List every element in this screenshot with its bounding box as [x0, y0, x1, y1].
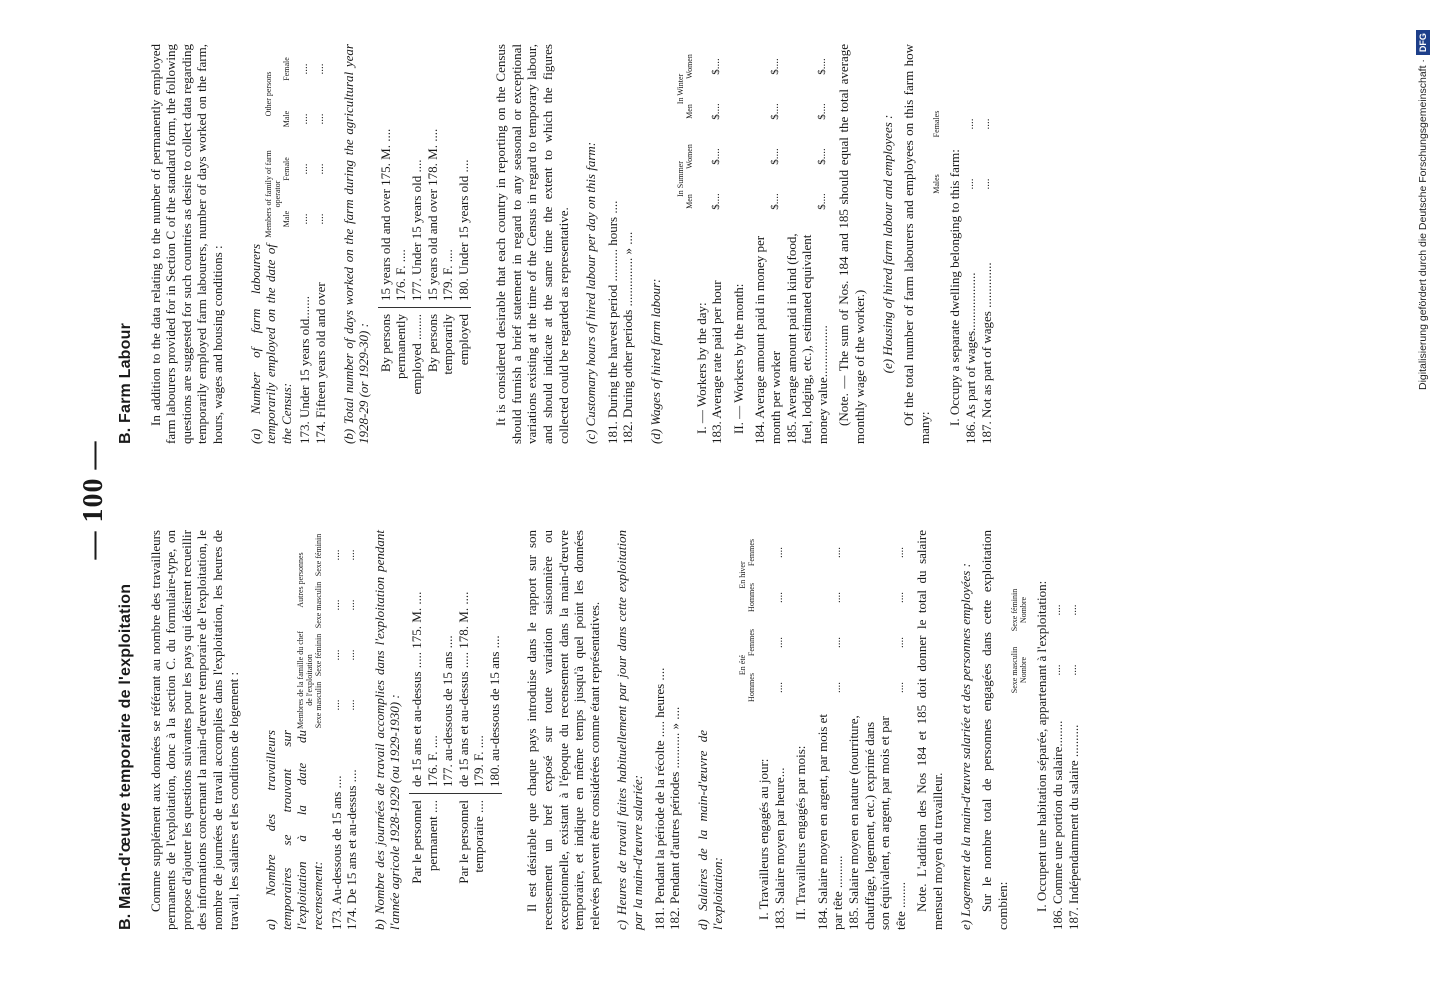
french-e-I: I. Occupent une habitation séparée, appartenant à l'exploitation:	[1034, 580, 1050, 912]
english-d-note: (Note. — The sum of Nos. 184 and 185 should equal the total average monthly wage of the worker.)	[836, 44, 867, 444]
english-d-season-summer: In Summer	[675, 161, 685, 197]
english-d-I: I. — Workers by the day:	[693, 302, 709, 434]
dfg-credit-strip	[1412, 10, 1434, 390]
french-d-II: II. Travailleurs engagés par mois:	[793, 745, 809, 920]
list-item: 177. Under 15 years old ....	[408, 159, 424, 301]
table-row: 186. Comme une portion du salaire........ .... ....	[1049, 604, 1065, 930]
french-intro: Comme supplément aux données se référant au nombre des travailleurs permanents de l'exploitation, donc à la section C. du formulaire-type, on propose d'ajouter les questions suivantes pour les pays qui désirent recueillir des informations concernant la main-d'œuvre temporaire de l'exploitation, le nombre de journées de travail accomplies dans l'exploitation, les heures de travail, les salaires et les conditions de logement :	[147, 530, 241, 930]
list-item: 179. F. ....	[471, 735, 487, 787]
list-item: 179. F. ....	[440, 249, 456, 301]
french-d-note: Note. L'addition des Nos 184 et 185 doit donner le total du salaire mensuel moyen du travailleur.	[914, 530, 945, 930]
english-note-paragraph: It is considered desirable that each country in reporting on the Census should furnish a brief statement in regard to any seasonal or exceptional variations existing at the time of the Census in regard to temporary labour, and should indicate at the same time the extent to which the figures collected could be regarded as representative.	[493, 44, 571, 444]
table-row: 186. As part of wages.................. .... ....	[962, 118, 978, 444]
english-heading: B. Farm Labour	[117, 322, 134, 444]
english-a-hdr-others: Other persons	[264, 71, 274, 117]
english-section-d: (d) Wages of hired farm labour: In Summer In Winter Men Women Men Women I. — Workers by the day: 183. Average rate paid per hour $.... $.... $.... $.... II. — Workers by the month: 184. Average amount paid in money per month per worker $.... $.... $.... $.... 185. Average amount paid in kind (food, fuel, lodging, etc.), estimated equivalent money value................ $.... $.... $.... $.... (Note. — The sum of Nos. 184 and 185 should equal the total average monthly wage of the worker.)	[648, 44, 867, 444]
list-item: 176. F. ....	[424, 735, 440, 787]
english-e-title: (e) Housing of hired farm labour and employees :	[879, 114, 895, 374]
list-item: 182. Pendant d'autres périodes ........... » ....	[667, 706, 683, 930]
french-c-title: c) Heures de travail faites habituellement par jour dans cette exploitation par la main-d'œuvre salariée:	[614, 530, 646, 930]
french-d-title: d) Salaires de la main-d'œuvre de l'exploitation:	[694, 730, 726, 930]
english-b-title: (b) Total number of days worked on the farm during the agricultural year 1928-29 (or 1929-30) :	[340, 44, 372, 444]
english-column	[118, 44, 994, 444]
english-b-perm-label: By persons permanently employed ........	[377, 314, 424, 395]
french-e-intro: Sur le nombre total de personnes engagées dans cette exploitation combien:	[979, 530, 1010, 930]
english-a-hdr-members: Members of family of farm operator	[264, 150, 283, 238]
english-a-title: (a) Number of farm labourers temporarily employed on the date of the Census:	[247, 244, 294, 444]
english-section-c	[583, 44, 636, 444]
table-row: 187. Indépendamment du salaire .......... .... ....	[1065, 604, 1081, 930]
table-row: 173. Under 15 years old....... .... .... .... ....	[297, 63, 313, 444]
list-item: 176. F. ....	[393, 249, 409, 301]
english-e-intro: Of the total number of farm labourers and employees on this farm how many:	[901, 44, 932, 444]
french-column	[118, 530, 1081, 930]
list-item: 180. Under 15 years old ....	[455, 159, 471, 301]
list-item: 182. During other periods ............... » ....	[620, 231, 636, 444]
french-a-sub: Sexe masculin	[313, 581, 323, 629]
french-section-d: d) Salaires de la main-d'œuvre de l'exploitation: En été En hiver Hommes Femmes Hommes Femmes I. Travailleurs engagés au jour: 183. Salaire moyen par heure... .... .... .... .... II. Travailleurs engagés par mois: 184. Salaire moyen en argent, par mois et par tête .......... .... .... .... .... 185. Salaire moyen en nature (nourriture, chauffage, logement, etc.) exprimé dans son équivalent, en argent, par mois et par tête ........ .... .... .... .... Note. L'addition des Nos 184 et 185 doit donner le total du salaire mensuel moyen du travailleur.	[694, 530, 945, 930]
english-e-I: I. Occupy a separate dwelling belonging to this farm:	[947, 149, 963, 426]
table-row: 184. Average amount paid in money per month per worker $.... $.... $.... $....	[752, 58, 783, 444]
english-d-title: (d) Wages of hired farm labour:	[648, 278, 664, 444]
french-a-sub: Sexe féminin	[313, 533, 323, 577]
french-heading: B. Main-d'œuvre temporaire de l'exploitation	[117, 583, 134, 930]
french-b-temp-label: Par le personnel temporaire ....	[455, 800, 487, 884]
french-a-hdr-members: Membres de la famille du chef de l'exploitation	[295, 631, 314, 729]
list-item: de 15 ans et au-dessus ..... 175. M. ....	[408, 591, 424, 787]
list-item: 15 years old and over 175. M. ....	[377, 128, 393, 301]
table-row: 187. Not as part of wages .............. .... ....	[978, 118, 994, 444]
list-item: 180. au-dessous de 15 ans ....	[486, 635, 502, 787]
dfg-credit-text: Digitalisierung gefördert durch die Deutsche Forschungsgemeinschaft ·	[1417, 59, 1429, 390]
table-row: 185. Average amount paid in kind (food, fuel, lodging, etc.), estimated equivalent money value................ $.... $.... $.... $....	[783, 58, 830, 444]
english-d-season-winter: In Winter	[675, 73, 685, 105]
english-section-b	[341, 44, 472, 444]
french-d-season-summer: En été	[738, 654, 747, 676]
french-note-paragraph: Il est désirable que chaque pays introduise dans le rapport sur son recensement un bref exposé sur toute variation saisonnière ou exceptionnelle, existant à l'époque du recensement dans la main-d'œuvre temporaire, et indique en même temps jusqu'à quel point les données relevées peuvent être considérées comme étant représentatives.	[524, 530, 602, 930]
french-section-c	[614, 530, 682, 930]
list-item: 177. au-dessous de 15 ans ....	[440, 635, 456, 787]
table-row: 174. Fifteen years old and over .... .... .... ....	[312, 63, 328, 444]
french-a-title: a) Nombre des travailleurs temporaires se trouvant sur l'exploitation à la date du recensement:	[263, 730, 325, 930]
table-row: 183. Average rate paid per hour $.... $.... $.... $....	[709, 58, 725, 444]
table-row: 174. De 15 ans et au-dessus .... .... .... .... ....	[344, 549, 360, 930]
english-c-title: (c) Customary hours of hired labour per day on this farm:	[583, 141, 599, 444]
table-row: 184. Salaire moyen en argent, par mois et par tête .......... .... .... .... ....	[814, 547, 846, 930]
table-row: 173. Au-dessous de 15 ans .... .... .... .... ....	[328, 549, 344, 930]
french-a-hdr-others: Autres personnes	[295, 552, 305, 608]
page-number: — 100 —	[78, 440, 109, 560]
table-row: 185. Salaire moyen en nature (nourriture, chauffage, logement, etc.) exprimé dans son équivalent, en argent, par mois et par tête ........ .... .... .... ....	[845, 547, 908, 930]
french-a-sub: Sexe masculin	[313, 681, 323, 729]
list-item: 15 years old and over 178. M. ....	[424, 128, 440, 301]
french-d-I: I. Travailleurs engagés au jour:	[756, 758, 771, 920]
french-section-b	[372, 530, 503, 930]
dfg-logo: DFG	[1416, 30, 1430, 55]
english-b-temp-label: By persons temporarily employed	[424, 314, 471, 375]
french-a-sub: Sexe féminin	[313, 633, 323, 677]
french-section-e: e) Logement de la main-d'œuvre salariée et des personnes employées : Sur le nombre total de personnes engagées dans cette exploitation combien: Sexe masculin Nombre Sexe féminin Nombre I. Occupent une habitation séparée, appartenant à l'exploitation: 186. Comme une portion du salaire........ .... .... 187. Indépendamment du salaire .......... .... ....	[957, 530, 1081, 930]
list-item: de 15 ans et au-dessus ..... 178. M. ....	[455, 591, 471, 787]
french-d-season-winter: En hiver	[738, 561, 747, 589]
table-row: 183. Salaire moyen par heure... .... .... .... ....	[771, 547, 787, 930]
list-item: 181. During the harvest period .......... hours ....	[604, 200, 620, 444]
list-item: 181. Pendant la période de la récolte ..... heures ....	[651, 667, 667, 930]
french-section-a	[263, 530, 360, 930]
french-b-title: b) Nombre des journées de travail accomplies dans l'exploitation pendant l'année agricole 1928-1929 (ou 1929-1930) :	[371, 530, 403, 930]
english-section-a: (a) Number of farm labourers temporarily employed on the date of the Census: Members of family of farm operator Other persons Male Female Male Female 173. Under 15 years old....... .... .... .... .... 174. Fifteen years old and over .... .... .... ....	[248, 44, 329, 444]
french-e-title: e) Logement de la main-d'œuvre salariée et des personnes employées :	[957, 563, 973, 930]
english-section-e: (e) Housing of hired farm labour and employees : Of the total number of farm labourers and employees on this farm how many: Males Females I. Occupy a separate dwelling belonging to this farm: 186. As part of wages.................. .... .... 187. Not as part of wages .............. .... ....	[879, 44, 994, 444]
english-d-II: II. — Workers by the month:	[730, 283, 746, 434]
english-intro: In addition to the data relating to the number of permanently employed farm labourers provided for in Section C of the standard form, the following questions are suggested for such countries as desire to collect data regarding temporarily employed farm labourers, number of days worked on the farm, hours, wages and housing conditions :	[147, 44, 225, 444]
french-b-perm-label: Par le personnel permanent ....	[408, 800, 440, 884]
